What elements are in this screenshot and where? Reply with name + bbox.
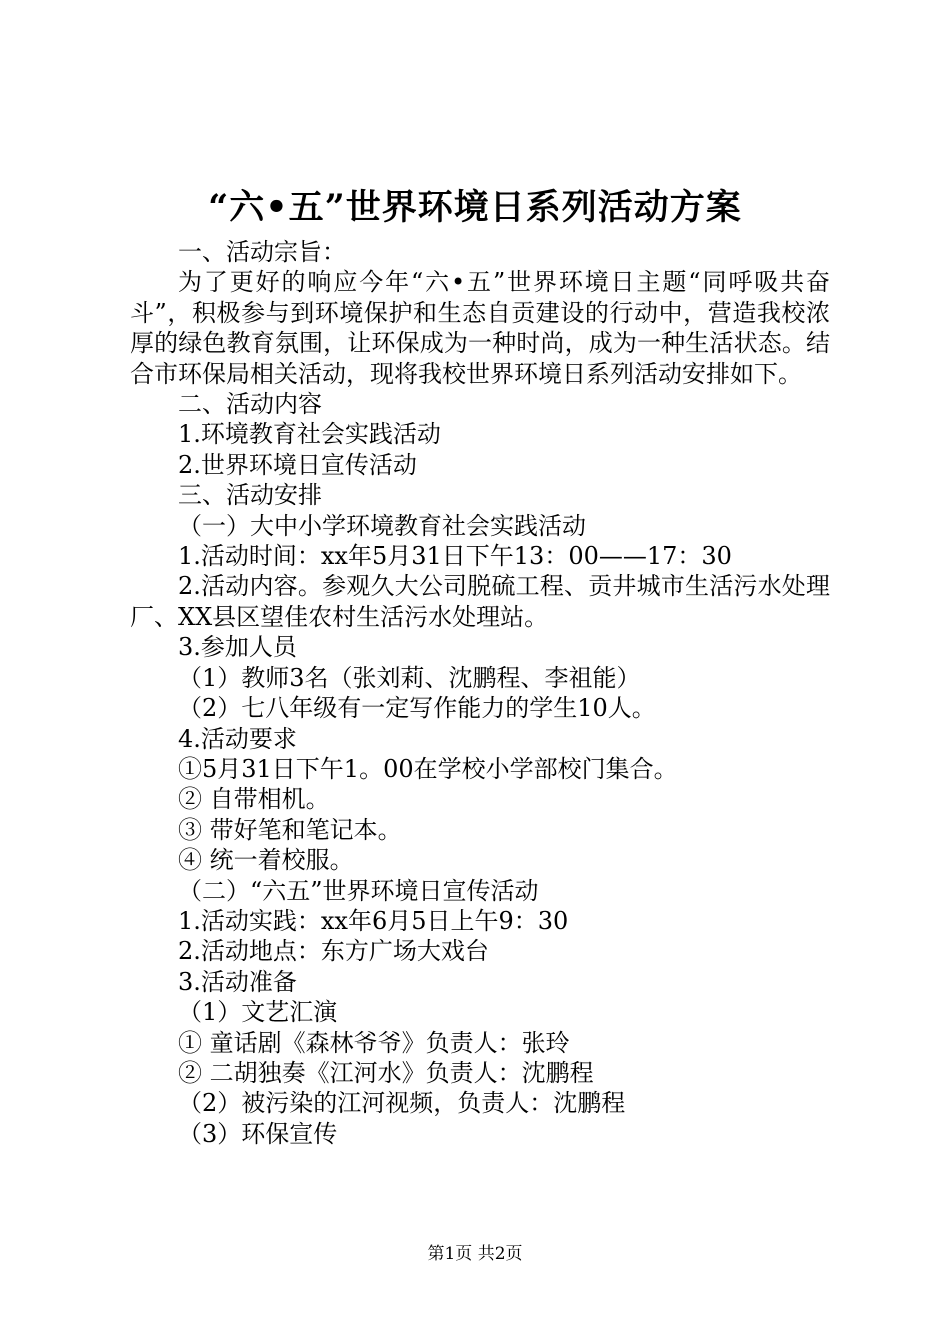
body-line: 二、活动内容 <box>178 390 322 419</box>
body-line: 3.参加人员 <box>178 633 297 662</box>
body-line: ② 二胡独奏《江河水》负责人：沈鹏程 <box>178 1058 594 1087</box>
body-line: （1）教师3名（张刘莉、沈鹏程、李祖能） <box>178 663 641 692</box>
body-line: （2）七八年级有一定写作能力的学生10人。 <box>178 694 656 723</box>
body-paragraph: 为了更好的响应今年“六•五”世界环境日主题“同呼吸共奋斗”，积极参与到环境保护和生态自贡建设的行动中，营造我校浓厚的绿色教育氛围，让环保成为一种时尚，成为一种生活状态。结合市环保局相关活动，现将我校世界环境日系列活动安排如下。 <box>130 268 830 388</box>
body-line: ①5月31日下午1。00在学校小学部校门集合。 <box>178 754 678 783</box>
document-body <box>130 237 830 1149</box>
body-line: （1）文艺汇演 <box>178 998 338 1027</box>
body-line: 2.世界环境日宣传活动 <box>178 450 417 479</box>
body-paragraph: 2.活动内容。参观久大公司脱硫工程、贡井城市生活污水处理厂、XX县区望佳农村生活污水处理站。 <box>130 572 830 631</box>
body-line: 1.活动实践：xx年6月5日上午9：30 <box>178 906 569 935</box>
body-line: 2.活动地点：东方广场大戏台 <box>178 937 489 966</box>
page-footer: 第1页 共2页 <box>427 1244 523 1264</box>
body-line: ② 自带相机。 <box>178 785 330 814</box>
body-line: （2）被污染的江河视频，负责人：沈鹏程 <box>178 1089 626 1118</box>
body-line: ④ 统一着校服。 <box>178 846 354 875</box>
body-line: ③ 带好笔和笔记本。 <box>178 815 402 844</box>
body-line: ① 童话剧《森林爷爷》负责人：张玲 <box>178 1028 570 1057</box>
body-line: 3.活动准备 <box>178 967 297 996</box>
body-line: （二）“六五”世界环境日宣传活动 <box>178 876 539 905</box>
document-title: “六•五”世界环境日系列活动方案 <box>208 187 742 228</box>
body-line: 4.活动要求 <box>178 724 297 753</box>
body-line: （3）环保宣传 <box>178 1119 338 1148</box>
body-line: 1.活动时间：xx年5月31日下午13：00——17：30 <box>178 542 732 571</box>
body-line: 1.环境教育社会实践活动 <box>178 420 441 449</box>
body-line: 三、活动安排 <box>178 481 322 510</box>
body-line: （一）大中小学环境教育社会实践活动 <box>178 511 586 540</box>
body-line: 一、活动宗旨： <box>178 238 346 266</box>
